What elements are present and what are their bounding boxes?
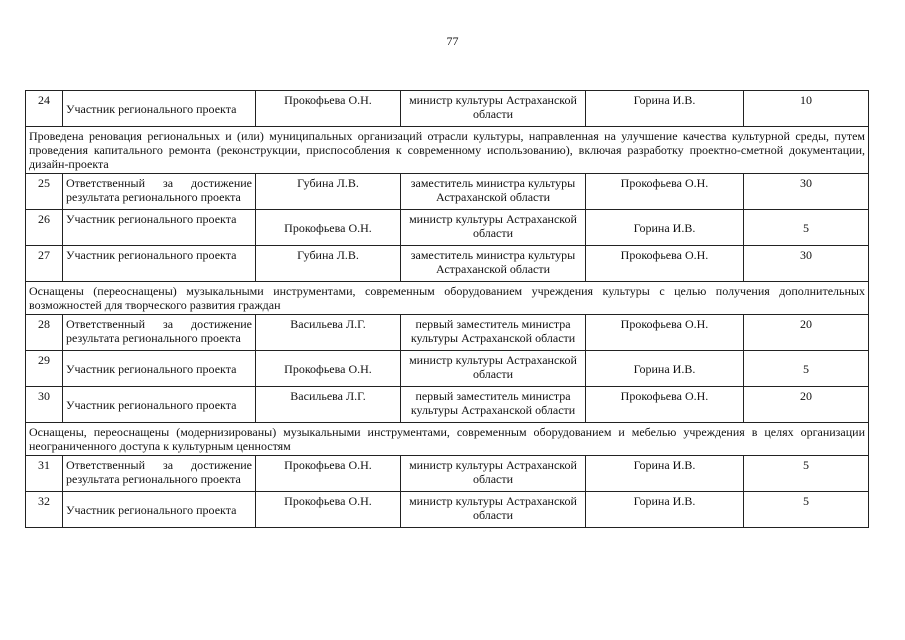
row-person: Прокофьева О.Н.	[256, 456, 401, 492]
row-value: 5	[744, 492, 869, 528]
section-heading: Проведена реновация региональных и (или) муниципальных организаций отрасли культуры, направленная на улучшение качества культурной среды, путем проведения капитального ремонта (реконструкции, приспособления к современному использованию), включая разработку проектно-сметной документации, дизайн-проекта	[26, 127, 869, 174]
row-supervisor: Прокофьева О.Н.	[586, 315, 744, 351]
row-supervisor: Горина И.В.	[586, 210, 744, 246]
row-position: заместитель министра культуры Астраханской области	[401, 174, 586, 210]
table-row	[26, 246, 869, 282]
table-row	[26, 492, 869, 528]
row-number: 31	[26, 456, 63, 492]
row-value: 5	[744, 351, 869, 387]
row-position: первый заместитель министра культуры Астраханской области	[401, 315, 586, 351]
row-value: 30	[744, 246, 869, 282]
row-value: 20	[744, 387, 869, 423]
table-row	[26, 351, 869, 387]
row-person: Васильева Л.Г.	[256, 315, 401, 351]
row-position: первый заместитель министра культуры Астраханской области	[401, 387, 586, 423]
table-row	[26, 174, 869, 210]
row-role: Ответственный за достижение результата регионального проекта	[63, 174, 256, 210]
row-number: 30	[26, 387, 63, 423]
row-person: Васильева Л.Г.	[256, 387, 401, 423]
row-person: Губина Л.В.	[256, 174, 401, 210]
table-row	[26, 91, 869, 127]
responsibility-table	[25, 90, 869, 528]
table-row	[26, 456, 869, 492]
table-row	[26, 210, 869, 246]
row-position: министр культуры Астраханской области	[401, 91, 586, 127]
row-value: 10	[744, 91, 869, 127]
row-number: 25	[26, 174, 63, 210]
row-position: министр культуры Астраханской области	[401, 351, 586, 387]
row-person: Прокофьева О.Н.	[256, 91, 401, 127]
row-person: Прокофьева О.Н.	[256, 351, 401, 387]
section-heading-row	[26, 282, 869, 315]
row-supervisor: Горина И.В.	[586, 91, 744, 127]
row-position: министр культуры Астраханской области	[401, 210, 586, 246]
page-number: 77	[446, 34, 459, 48]
row-value: 5	[744, 456, 869, 492]
section-heading-row	[26, 127, 869, 174]
row-value: 30	[744, 174, 869, 210]
row-person: Прокофьева О.Н.	[256, 210, 401, 246]
row-supervisor: Горина И.В.	[586, 351, 744, 387]
row-role: Ответственный за достижение результата регионального проекта	[63, 456, 256, 492]
row-number: 32	[26, 492, 63, 528]
row-number: 27	[26, 246, 63, 282]
row-number: 29	[26, 351, 63, 387]
row-supervisor: Горина И.В.	[586, 492, 744, 528]
row-supervisor: Прокофьева О.Н.	[586, 174, 744, 210]
row-value: 5	[744, 210, 869, 246]
row-role: Участник регионального проекта	[63, 246, 256, 282]
section-heading-row	[26, 423, 869, 456]
table-row	[26, 387, 869, 423]
row-value: 20	[744, 315, 869, 351]
section-heading: Оснащены (переоснащены) музыкальными инструментами, современным оборудованием учреждения культуры с целью получения дополнительных возможностей для творческого развития граждан	[26, 282, 869, 315]
row-person: Прокофьева О.Н.	[256, 492, 401, 528]
row-number: 26	[26, 210, 63, 246]
row-supervisor: Прокофьева О.Н.	[586, 387, 744, 423]
row-role: Участник регионального проекта	[63, 351, 256, 387]
row-person: Губина Л.В.	[256, 246, 401, 282]
row-role: Участник регионального проекта	[63, 492, 256, 528]
row-role: Участник регионального проекта	[63, 387, 256, 423]
section-heading: Оснащены, переоснащены (модернизированы) музыкальными инструментами, современным оборудованием и мебелью учреждения в целях организации неограниченного доступа к культурным ценностям	[26, 423, 869, 456]
row-number: 24	[26, 91, 63, 127]
row-position: заместитель министра культуры Астраханской области	[401, 246, 586, 282]
row-role: Участник регионального проекта	[63, 91, 256, 127]
row-position: министр культуры Астраханской области	[401, 492, 586, 528]
row-number: 28	[26, 315, 63, 351]
row-position: министр культуры Астраханской области	[401, 456, 586, 492]
row-role: Ответственный за достижение результата регионального проекта	[63, 315, 256, 351]
table-row	[26, 315, 869, 351]
row-role: Участник регионального проекта	[63, 210, 256, 246]
row-supervisor: Горина И.В.	[586, 456, 744, 492]
row-supervisor: Прокофьева О.Н.	[586, 246, 744, 282]
